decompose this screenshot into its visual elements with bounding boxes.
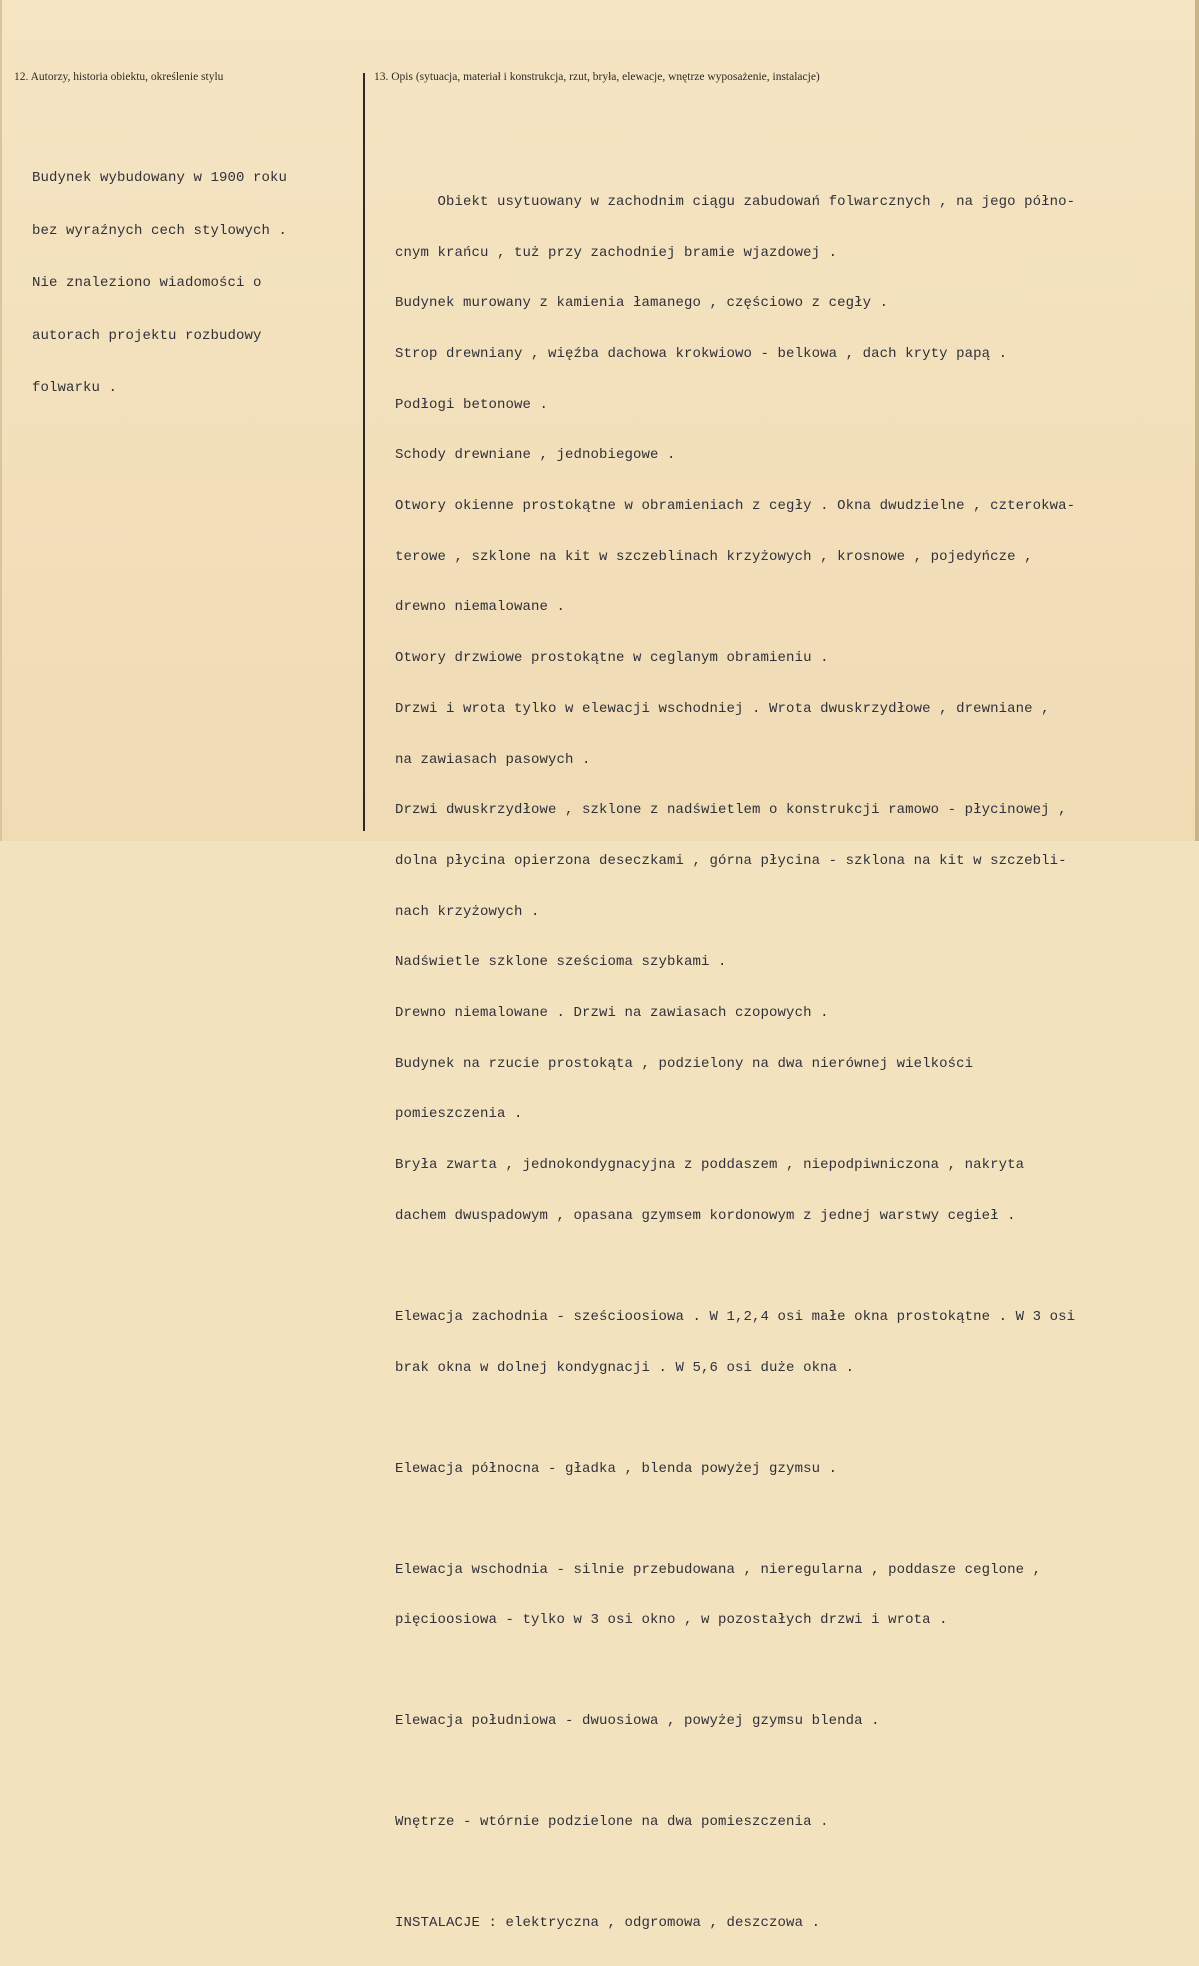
text-line: dolna płycina opierzona deseczkami , górna płycina - szklona na kit w szczebli- bbox=[395, 852, 1067, 869]
text-line: brak okna w dolnej kondygnacji . W 5,6 osi duże okna . bbox=[395, 1359, 855, 1376]
card-left-edge bbox=[0, 0, 2, 841]
text-line: Nie znaleziono wiadomości o bbox=[32, 275, 262, 291]
text-line: Elewacja zachodnia - sześcioosiowa . W 1,2,4 osi małe okna prostokątne . W 3 osi bbox=[395, 1308, 1076, 1325]
paragraph-gap bbox=[395, 1410, 1075, 1427]
text-line: Drewno niemalowane . Drzwi na zawiasach czopowych . bbox=[395, 1005, 829, 1022]
text-line: Schody drewniane , jednobiegowe . bbox=[395, 447, 676, 464]
column-divider bbox=[363, 73, 365, 831]
text-line: pomieszczenia . bbox=[395, 1106, 523, 1123]
text-line: Budynek na rzucie prostokąta , podzielony na dwa nierównej wielkości bbox=[395, 1055, 974, 1072]
text-line: bez wyraźnych cech stylowych . bbox=[32, 222, 288, 239]
text-line: na zawiasach pasowych . bbox=[395, 751, 591, 768]
text-line: Elewacja północna - gładka , blenda powyżej gzymsu . bbox=[395, 1460, 838, 1477]
text-line: Otwory drzwiowe prostokątne w ceglanym obramieniu . bbox=[395, 650, 829, 667]
text-line: Strop drewniany , więźba dachowa krokwiowo - belkowa , dach kryty papą . bbox=[395, 345, 1008, 362]
paragraph-gap bbox=[395, 1865, 1075, 1882]
paragraph-gap bbox=[395, 1663, 1075, 1680]
text-line: Nadświetle szklone sześcioma szybkami . bbox=[395, 954, 727, 971]
text-line: Podłogi betonowe . bbox=[395, 396, 549, 413]
text-line: Drzwi i wrota tylko w elewacji wschodniej . Wrota dwuskrzydłowe , drewniane , bbox=[395, 700, 1050, 717]
text-line: autorach projektu rozbudowy bbox=[32, 327, 262, 344]
paragraph-gap bbox=[395, 1259, 1075, 1276]
text-line: Budynek wybudowany w 1900 roku bbox=[32, 170, 288, 186]
text-line: pięcioosiowa - tylko w 3 osi okno , w pozostałych drzwi i wrota . bbox=[395, 1612, 948, 1629]
section-13-text bbox=[395, 160, 1075, 1966]
text-line: dachem dwuspadowym , opasana gzymsem kordonowym z jednej warstwy cegieł . bbox=[395, 1207, 1016, 1224]
section-12-header: 12. Autorzy, historia obiektu, określenie stylu bbox=[14, 71, 224, 83]
paragraph-gap bbox=[395, 1764, 1075, 1781]
text-line: Wnętrze - wtórnie podzielone na dwa pomieszczenia . bbox=[395, 1814, 829, 1831]
text-line: Budynek murowany z kamienia łamanego , częściowo z cegły . bbox=[395, 295, 889, 312]
text-line: Drzwi dwuskrzydłowe , szklone z nadświetlem o konstrukcji ramowo - płycinowej , bbox=[395, 802, 1067, 819]
text-line: folwarku . bbox=[32, 380, 118, 396]
card-right-edge bbox=[1195, 0, 1199, 841]
text-line: terowe , szklone na kit w szczeblinach krzyżowych , krosnowe , pojedyńcze , bbox=[395, 548, 1033, 565]
text-line: drewno niemalowane . bbox=[395, 599, 566, 616]
section-13-header: 13. Opis (sytuacja, materiał i konstrukcja, rzut, bryła, elewacje, wnętrze wyposażenie, instalacje) bbox=[374, 71, 820, 83]
text-line: Obiekt usytuowany w zachodnim ciągu zabudowań folwarcznych , na jego półno- bbox=[395, 193, 1076, 210]
text-line: Bryła zwarta , jednokondygnacyjna z poddaszem , niepodpiwniczona , nakryta bbox=[395, 1157, 1025, 1174]
section-12-text bbox=[32, 135, 287, 433]
text-line: Elewacja wschodnia - silnie przebudowana , nieregularna , poddasze ceglone , bbox=[395, 1561, 1042, 1578]
text-line: Elewacja południowa - dwuosiowa , powyżej gzymsu blenda . bbox=[395, 1713, 880, 1730]
text-line: Otwory okienne prostokątne w obramieniach z cegły . Okna dwudzielne , czterokwa- bbox=[395, 498, 1076, 515]
text-line: nach krzyżowych . bbox=[395, 903, 540, 920]
text-line: cnym krańcu , tuż przy zachodniej bramie wjazdowej . bbox=[395, 244, 838, 261]
text-line: INSTALACJE : elektryczna , odgromowa , deszczowa . bbox=[395, 1915, 821, 1932]
paragraph-gap bbox=[395, 1511, 1075, 1528]
